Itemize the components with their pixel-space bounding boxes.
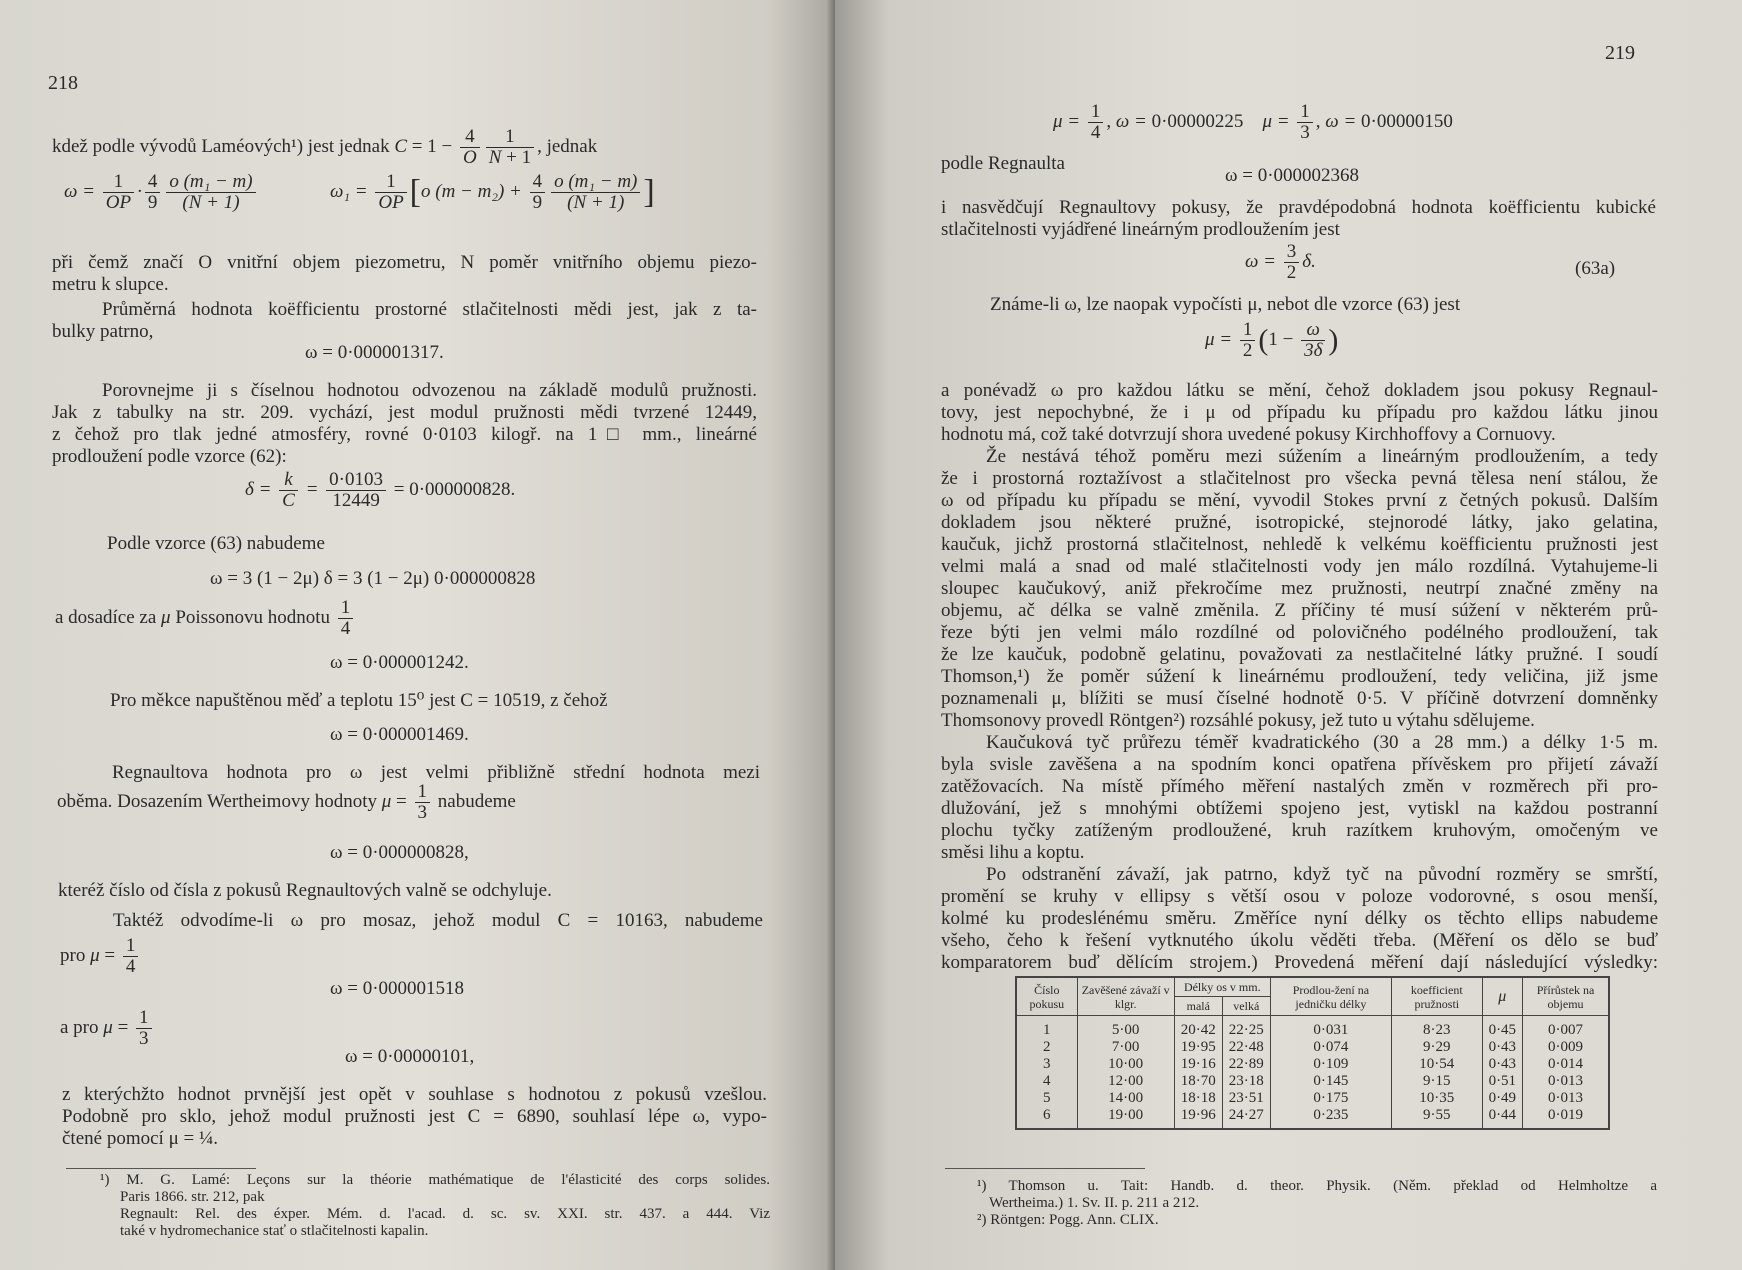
paragraph-7: Po odstranění závaží, jak patrno, když tyč na původní rozměry se smrští, promění se kruhy v ellipsy s větší osou v poloze vodorovné, s osou menší, kolmé ku prodeslénému směru. Změříce nyní délky os těchto ellips nabudeme všeho, čeho k řešení vytknutého úkolu věděti třeba. (Měření os dělo se buď komparatorem buď dělícím strojem.) Provedená měření dají následující výsledky: <box>941 864 1658 973</box>
table-header-small: malá <box>1174 997 1222 1016</box>
table-header-increase: Přírůstek na objemu <box>1523 977 1609 1016</box>
paragraph-5: a dosadíce za μ Poissonovu hodnotu $\frac{1}{4}$ <box>55 598 356 639</box>
page-number: 218 <box>48 72 78 94</box>
footnote-rule <box>66 1168 256 1169</box>
page-number: 219 <box>1605 42 1635 64</box>
table-header-mu: μ <box>1482 977 1523 1016</box>
right-page <box>835 0 1742 1270</box>
paragraph-2: Průměrná hodnota koëfficientu prostorné stlačitelnosti mědi jest, jak z ta- bulky patrno, <box>52 299 757 342</box>
left-page <box>0 0 835 1270</box>
paragraph-3: Porovnejme ji s číselnou hodnotou odvozenou na základě modulů pružnosti. Jak z tabulky na str. 209. vychází, jest modul pružnosti mědi tvrzené 12449, z čehož pro tlak jedné atmosféry, rovné 0·0103 kilogř. na 1□ mm., lineárné prodloužení podle vzorce (62): <box>52 380 757 467</box>
table-header-no: Číslo pokusu <box>1016 977 1077 1016</box>
paragraph-4: a ponévadž ω pro každou látku se mění, čehož dokladem jsou pokusy Regnaul- tovy, jest nepochybné, že i μ od případu ku případu pro každou látku jinou hodnotu má, což také dotvrzují shora uvedené pokusy Kirchhoffovy a Cornuovy. <box>941 380 1658 445</box>
equation-1: μ = $\frac{1}{4}$ , ω = 0·00000225 μ = $\frac{1}{3}$ , ω = 0·00000150 <box>1053 101 1453 143</box>
equation-3: ω = 0·000001317. <box>305 342 444 363</box>
footnote-rule <box>945 1168 1145 1169</box>
table-header-elongation: Prodlou-žení na jedničku délky <box>1270 977 1391 1016</box>
equation-6: ω = 0·000001242. <box>330 652 469 673</box>
paragraph-12: z kterýchžto hodnot prvnější jest opět v souhlase s hodnotou z pokusů vzešlou. Podobně pro sklo, jehož modul pružnosti jest C = 6890, souhlasí lépe ω, vypo- čtené pomocí μ = ¼. <box>62 1084 767 1149</box>
equation-4: μ = $\frac{1}{2}$ (1 − $\frac{\omega}{3\delta}$ ) <box>1205 319 1339 361</box>
paragraph-6: Kaučuková tyč průřezu téměř kvadratického (30 a 28 mm.) a délky 1·5 m. byla svisle zavěšena a na spodním konci opatřena přívěskem pro přijetí závaží zatěžovacích. Na místě přímého měření nastalých změn v rozměrech při pro- dlužování, jež s mnohými obtížemi spojeno jest, vytiskl na každou postranní plochu tyčky zatíženým prodloužené, kruh razítkem kruhovým, omočeným ve směsi lihu a koptu. <box>941 732 1658 863</box>
equation-7: ω = 0·000001469. <box>330 724 469 745</box>
table-header-large: velká <box>1222 997 1270 1016</box>
paragraph-4: Podle vzorce (63) nabudeme <box>107 533 325 554</box>
table-header-coefficient: koefficient pružnosti <box>1392 977 1483 1016</box>
table-header-axes: Délky os v mm. <box>1174 977 1270 997</box>
results-table <box>1015 976 1610 1130</box>
table-header-weight: Zavěšené závaží v klgr. <box>1077 977 1174 1016</box>
paragraph-7-cont: oběma. Dosazením Wertheimovy hodnoty μ = $\frac{1}{3}$ nabudeme <box>57 781 516 823</box>
paragraph-8: kteréž číslo od čísla z pokusů Regnaultových valně se odchyluje. <box>58 880 552 901</box>
paragraph-6: Pro měkce napuštěnou měď a teplotu 15⁰ jest C = 10519, z čehož <box>110 690 608 711</box>
paragraph-1: při čemž značí O vnitřní objem piezometru, N poměr vnitřního objemu piezo- metru k slupce. <box>52 252 757 295</box>
table-row: 5 14·00 18·18 23·51 0·175 10·35 0·49 0·013 <box>1016 1090 1609 1107</box>
equation-2: ω = 0·000002368 <box>1225 165 1360 186</box>
table-row: 6 19·00 19·96 24·27 0·235 9·55 0·44 0·019 <box>1016 1107 1609 1129</box>
equation-4: δ = $\frac{k}{C}$ = $\frac{0\cdot 0103}{12449}$ = 0·000000828. <box>245 469 516 511</box>
table-row: 3 10·00 19·16 22·89 0·109 10·54 0·43 0·014 <box>1016 1056 1609 1073</box>
footnote: ¹) Thomson u. Tait: Handb. d. theor. Physik. (Něm. překlad od Helmholtze a Wertheima.) 1. Sv. II. p. 211 a 212. ²) Röntgen: Pogg. Ann. CLIX. <box>977 1178 1657 1228</box>
paragraph-5: Že nestává téhož poměru mezi súžením a lineárným prodloužením, a tedy že i prostorná roztažívost a stlačitelnost pro všecka pevná tělesa není stálou, že ω od případu ku případu se mění, vyvodil Stokes první z četných pokusů. Dalším dokladem jsou některé pružné, isotropické, stejnorodé látky, jako gelatina, kaučuk, jichž prostorná stlačitelnost, nehledě k velkému koëfficientu pružnosti jest velmi malá a snad od malé stlačitelnosti vody jen málo rozdílná. Vytahujeme-li sloupec kaučukový, aniž překročíme mez pružnosti, neutrpí značné změny na objemu, ač délka se valně změnila. Z příčiny té musí súžení v některém prů- řeze býti jen velmi málo rozdílné od polovičného podélného prodloužení, tak že lze kaučuk, podobně gelatinu, považovati za nestlačitelné látky pružné. I soudí Thomson,¹) že poměr súžení k lineárnému prodloužení, tedy veličina, již jsme poznamenali μ, blížiti se musí číselné hodnotě 0·5. V příčině dotvrzení domněnky Thomsonovy provedl Röntgen²) rozsáhlé pokusy, jež tuto u výtahu sdělujeme. <box>941 446 1658 731</box>
equation-omega: ω = $\frac{1}{OP}$ · $\frac{4}{9}$ $\frac{\text{o (m₁ − m)}}{(N + 1)}$ <box>64 172 259 213</box>
intro-line: kdež podle vývodů Laméových¹) jest jednak C = 1 − $\frac{4}{O}$ $\frac{1}{N + 1}$ , jednak <box>52 126 598 168</box>
paragraph-3: Známe-li ω, lze naopak vypočísti μ, nebot dle vzorce (63) jest <box>990 294 1461 315</box>
equation-9: ω = 0·000001518 <box>330 978 465 999</box>
equation-8: ω = 0·000000828, <box>330 842 469 863</box>
equation-omega1: ω₁ = $\frac{1}{OP}$ [o (m − m₂) + $\frac{4}{9}$ $\frac{\text{o (m₁ − m)}}{(N + 1)}$ ] <box>330 171 655 213</box>
footnote: ¹) M. G. Lamé: Leçons sur la théorie mathématique de l'élasticité des corps solides. Paris 1866. str. 212, pak Regnault: Rel. des éxper. Mém. d. l'acad. d. sc. sv. XXI. str. 437. a 444. Viz také v hydromechanice stať o stlačitelnosti kapalin. <box>100 1172 770 1239</box>
paragraph-11: a pro μ = $\frac{1}{3}$ <box>60 1008 155 1049</box>
paragraph-10: pro μ = $\frac{1}{4}$ <box>60 936 141 977</box>
paragraph-2: i nasvědčují Regnaultovy pokusy, že pravdépodobná hodnota koëfficientu kubické stlačitelnosti vyjádřené lineárným prodloužením jest <box>941 197 1656 240</box>
paragraph-9: Taktéž odvodíme-li ω pro mosaz, jehož modul C = 10163, nabudeme <box>113 910 763 931</box>
equation-3: ω = $\frac{3}{2}$ δ. <box>1245 241 1316 283</box>
table-row: 4 12·00 18·70 23·18 0·145 9·15 0·51 0·013 <box>1016 1073 1609 1090</box>
table-row: 2 7·00 19·95 22·48 0·074 9·29 0·43 0·009 <box>1016 1039 1609 1056</box>
paragraph-1: podle Regnaulta <box>941 153 1065 174</box>
equation-10: ω = 0·00000101, <box>345 1046 475 1067</box>
equation-3-number: (63a) <box>1575 258 1616 279</box>
equation-5: ω = 3 (1 − 2μ) δ = 3 (1 − 2μ) 0·000000828 <box>210 568 536 589</box>
paragraph-7: Regnaultova hodnota pro ω jest velmi přibližně střední hodnota mezi <box>112 762 760 783</box>
table-row: 1 5·00 20·42 22·25 0·031 8·23 0·45 0·007 <box>1016 1016 1609 1040</box>
